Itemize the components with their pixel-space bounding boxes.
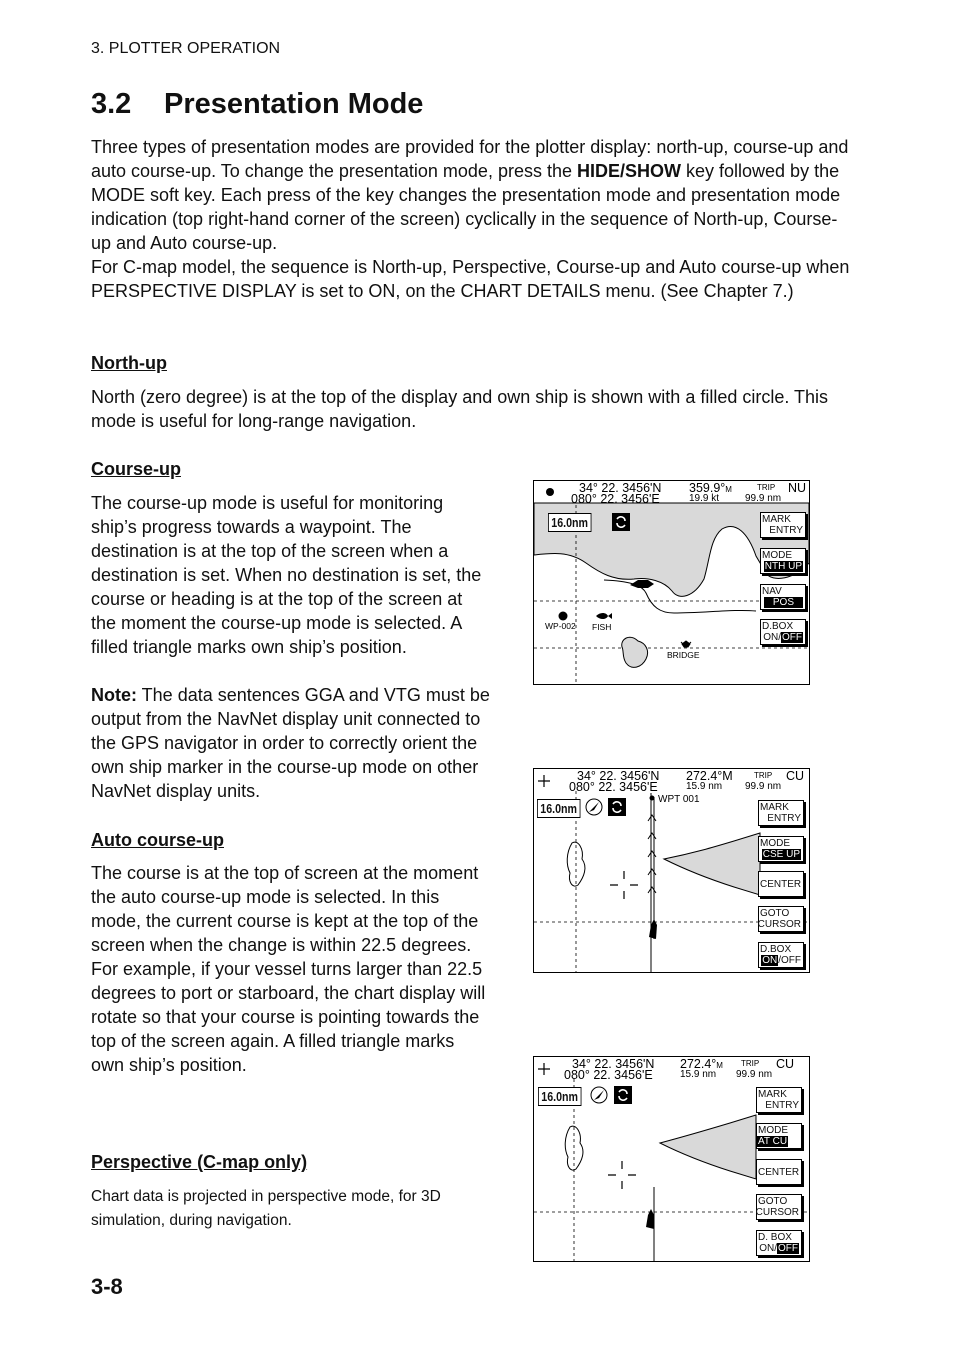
cross-icon — [538, 775, 550, 787]
speed: 19.9 kt — [689, 493, 720, 504]
center-softkey[interactable] — [756, 1159, 802, 1185]
trip-label: TRIP — [757, 483, 776, 492]
softkey-value: AT CU — [758, 1136, 788, 1147]
trip-distance: 99.9 nm — [745, 781, 782, 792]
softkey-option-off: /OFF — [778, 955, 801, 966]
softkey-label: MODE — [760, 838, 790, 849]
trip-distance: 99.9 nm — [745, 493, 782, 504]
waypoint-icon — [559, 612, 568, 621]
softkey-label: GOTO — [758, 1196, 788, 1207]
intro-paragraph-1 — [91, 135, 851, 255]
intro — [91, 135, 851, 303]
softkey-label: MARK — [762, 514, 791, 525]
course: 272.4°M — [686, 769, 733, 783]
section-title-text: Presentation Mode — [164, 88, 424, 120]
dbox-softkey[interactable] — [756, 1230, 802, 1256]
own-ship-icon — [646, 1209, 654, 1229]
auto-course-up-text: The course is at the top of screen at the moment the auto course-up mode is selected. In this mode, the current course is kept at the top of the screen when the change is within 22.5 degrees. For example, if your vessel turns larger than 22.5 degrees to port or starboard, the chart display will rotate so that your course is pointing towards the top of the screen again. A filled triangle marks own ship’s position. — [91, 863, 486, 1075]
north-arrow-icon — [585, 798, 603, 816]
trip-label: TRIP — [754, 771, 773, 780]
waypoint-label: WP-002 — [545, 621, 576, 631]
north-up-heading: North-up — [91, 353, 167, 373]
softkey-label: ENTRY — [767, 813, 801, 824]
latitude: 34° 22. 3456'N — [577, 769, 660, 783]
cursor-icon — [610, 871, 638, 899]
latitude: 34° 22. 3456'N — [572, 1057, 655, 1071]
course-unit: M — [716, 1061, 723, 1070]
course-up-screen — [533, 768, 810, 973]
mark-entry-softkey[interactable] — [760, 512, 806, 538]
trip-label: TRIP — [741, 1059, 760, 1068]
mode-softkey[interactable] — [756, 1123, 802, 1149]
softkey-label: D.BOX — [762, 621, 794, 632]
mode-indicator: CU — [786, 769, 805, 783]
intro-text-a: Three types of presentation modes are provided for the plotter display: north-up, course-up and auto course-up. To change the presentation mode, press the — [91, 137, 849, 181]
range-scale: 16.0nm — [538, 1087, 581, 1106]
nav-pos-softkey[interactable] — [760, 584, 806, 610]
perspective-heading: Perspective (C-map only) — [91, 1152, 308, 1172]
intro-text-b: key followed by the MODE soft key. Each press of the key changes the presentation mode and presentation mode indication (top right-hand corner of the screen) cyclically in the sequence of North-up, Course-up and Auto course-up. — [91, 161, 841, 253]
softkey-label: D.BOX — [760, 944, 792, 955]
softkey-label: NAV — [762, 586, 782, 597]
softkey-label: ENTRY — [769, 525, 803, 536]
course-value: 272.4° — [680, 1057, 717, 1071]
auto-course-up-screen — [533, 1056, 810, 1262]
waypoint-icon — [650, 796, 655, 801]
softkey-label: D. BOX — [758, 1232, 792, 1243]
softkey-option-on: ON/ — [759, 1243, 777, 1254]
route-arrows — [648, 815, 656, 893]
section-number: 3.2 — [91, 88, 132, 120]
bridge-icon — [681, 641, 691, 647]
waypoint-label: WPT 001 — [658, 794, 700, 805]
softkey-label: GOTO — [760, 908, 790, 919]
cursor-icon — [608, 1161, 636, 1189]
north-arrow-icon — [590, 1086, 608, 1104]
auto-scroll-icon — [614, 1086, 632, 1104]
mark-entry-softkey[interactable] — [756, 1087, 802, 1113]
island — [622, 637, 648, 667]
dbox-softkey[interactable] — [758, 942, 804, 968]
dbox-softkey[interactable] — [760, 619, 806, 645]
softkey-label: ENTRY — [765, 1100, 799, 1111]
auto-scroll-icon — [608, 798, 626, 816]
softkey-option-off: OFF — [778, 1243, 798, 1254]
center-softkey[interactable] — [758, 871, 804, 897]
course-up-text: The course-up mode is useful for monitoring ship’s progress towards a waypoint. The destination is at the top of the screen when a destination is set. When no destination is set, the course or heading is at the top of the screen at the moment the course-up mode is selected. A filled triangle marks own ship’s position. — [91, 493, 482, 657]
longitude: 080° 22. 3456'E — [571, 492, 660, 506]
course-up-heading: Course-up — [91, 459, 181, 479]
softkey-label: MARK — [758, 1089, 787, 1100]
perspective-text: Chart data is projected in perspective mode, for 3D simulation, during navigation. — [91, 1188, 441, 1229]
course-value: 359.9° — [689, 481, 726, 495]
landmass — [660, 1115, 756, 1179]
softkey-value: CSE UP — [762, 849, 800, 860]
section-title — [91, 88, 423, 121]
softkey-value: POS — [764, 597, 803, 608]
mode-indicator: CU — [776, 1057, 795, 1071]
softkey-value: NTH UP — [764, 561, 802, 572]
softkey-option-off: OFF — [782, 632, 802, 643]
goto-cursor-softkey[interactable] — [756, 1194, 802, 1220]
own-ship-icon — [630, 580, 654, 588]
north-up-text: North (zero degree) is at the top of the display and own ship is shown with a filled circle. This mode is useful for long-range navigation. — [91, 387, 829, 431]
auto-scroll-icon — [612, 513, 630, 531]
latitude: 34° 22. 3456'N — [579, 481, 662, 495]
auto-course-up-heading: Auto course-up — [91, 830, 224, 850]
softkey-label: CURSOR — [755, 1207, 799, 1218]
range-scale: 16.0nm — [548, 513, 591, 532]
note-text: The data sentences GGA and VTG must be output from the NavNet display unit connected to the GPS navigator in order to correctly orient the own ship marker in the course-up mode on other NavNet display units. — [91, 685, 490, 801]
intro-paragraph-2: For C-map model, the sequence is North-up, Perspective, Course-up and Auto course-up when PERSPECTIVE DISPLAY is set to ON, on the CHART DETAILS menu. (See Chapter 7.) — [91, 257, 850, 301]
course-up-note — [91, 683, 491, 803]
softkey-label: CENTER — [758, 1167, 800, 1178]
mark-entry-softkey[interactable] — [758, 800, 804, 826]
distance: 15.9 nm — [680, 1069, 717, 1080]
course-unit: M — [725, 485, 732, 494]
softkey-option-on: ON — [762, 955, 778, 966]
goto-cursor-softkey[interactable] — [758, 906, 804, 932]
hide-show-key-label: HIDE/SHOW — [576, 161, 681, 181]
softkey-label: CENTER — [760, 879, 802, 890]
softkey-label: CURSOR — [757, 919, 801, 930]
page-number: 3-8 — [91, 1274, 123, 1299]
fish-label: FISH — [592, 622, 612, 632]
distance: 15.9 nm — [686, 781, 723, 792]
note-label: Note: — [91, 685, 137, 705]
trip-distance: 99.9 nm — [736, 1069, 773, 1080]
cross-icon — [538, 1063, 550, 1075]
fish-icon — [596, 613, 612, 619]
range-scale: 16.0nm — [537, 799, 580, 818]
mode-softkey[interactable] — [760, 548, 806, 574]
mode-indicator: NU — [788, 481, 807, 495]
bridge-label: BRIDGE — [667, 650, 700, 660]
running-head: 3. PLOTTER OPERATION — [91, 40, 281, 57]
longitude: 080° 22. 3456'E — [564, 1068, 653, 1082]
landmass — [664, 833, 760, 895]
north-up-screen — [533, 480, 810, 685]
softkey-label: MODE — [762, 550, 792, 561]
longitude: 080° 22. 3456'E — [569, 780, 658, 794]
softkey-option-on: ON/ — [763, 632, 781, 643]
softkey-label: MARK — [760, 802, 789, 813]
softkey-label: MODE — [758, 1125, 788, 1136]
own-ship-mark-icon — [546, 488, 554, 496]
mode-softkey[interactable] — [758, 836, 804, 862]
